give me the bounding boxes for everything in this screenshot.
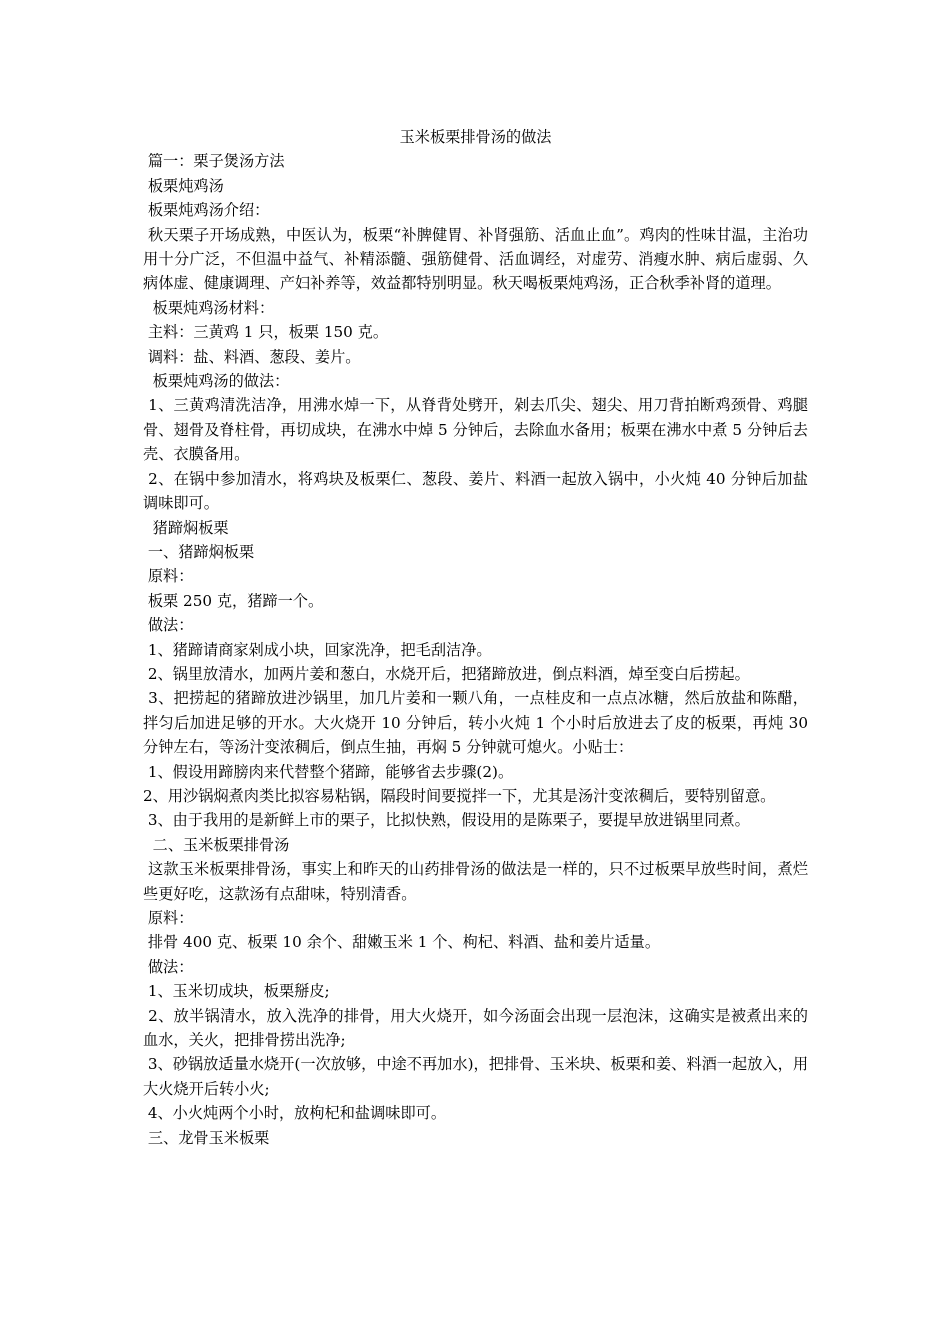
paragraph: 板栗炖鸡汤 [143,176,224,195]
paragraph: 篇一：栗子煲汤方法 [143,152,285,171]
paragraph: 主料：三黄鸡 1 只，板栗 150 克。 [143,323,389,342]
paragraph: 1、三黄鸡清洗洁净，用沸水焯一下，从脊背处劈开，剁去爪尖、翅尖、用刀背拍断鸡颈骨、鸡腿骨、翅骨及脊柱骨，再切成块，在沸水中焯 5 分钟后，去除血水备用；板栗在沸水中煮 5 分钟后去壳、衣膜备用。 [143,396,808,464]
paragraph: 原料： [143,567,194,586]
paragraph: 做法： [143,616,194,635]
paragraph: 2、用沙锅焖煮肉类比拟容易粘锅，隔段时间要搅拌一下，尤其是汤汁变浓稠后，要特别留意。 [143,786,776,805]
paragraph: 1、假设用蹄膀肉来代替整个猪蹄，能够省去步骤(2)。 [143,762,514,781]
paragraph: 4、小火炖两个小时，放枸杞和盐调味即可。 [143,1104,447,1123]
document-page [143,125,813,1150]
paragraph: 2、锅里放清水，加两片姜和葱白，水烧开后，把猪蹄放进，倒点料酒，焯至变白后捞起。 [143,664,750,683]
paragraph: 板栗 250 克，猪蹄一个。 [143,591,324,610]
paragraph: 1、猪蹄请商家剁成小块，回家洗净，把毛刮洁净。 [143,640,492,659]
paragraph: 这款玉米板栗排骨汤，事实上和昨天的山药排骨汤的做法是一样的，只不过板栗早放些时间，煮烂些更好吃，这款汤有点甜味，特别清香。 [143,860,809,903]
paragraph: 板栗炖鸡汤的做法： [143,372,290,391]
paragraph: 3、砂锅放适量水烧开(一次放够，中途不再加水)，把排骨、玉米块、板栗和姜、料酒一起放入，用大火烧开后转小火; [143,1055,809,1098]
paragraph: 二、玉米板栗排骨汤 [143,835,290,854]
paragraph: 排骨 400 克、板栗 10 余个、甜嫩玉米 1 个、枸杞、料酒、盐和姜片适量。 [143,933,661,952]
paragraph: 三、龙骨玉米板栗 [143,1128,270,1147]
document-body [143,149,813,1150]
document-title: 玉米板栗排骨汤的做法 [399,128,552,146]
paragraph: 3、由于我用的是新鲜上市的栗子，比拟快熟，假设用的是陈栗子，要提早放进锅里同煮。 [143,811,750,830]
paragraph: 一、猪蹄焖板栗 [143,542,255,561]
paragraph: 猪蹄焖板栗 [143,518,229,537]
paragraph: 做法： [143,957,194,976]
paragraph: 调料：盐、料酒、葱段、姜片。 [143,347,361,366]
paragraph: 板栗炖鸡汤介绍： [143,201,270,220]
paragraph: 2、放半锅清水，放入洗净的排骨，用大火烧开，如今汤面会出现一层泡沫，这确实是被煮出来的血水，关火，把排骨捞出洗净; [143,1006,808,1050]
paragraph: 2、在锅中参加清水，将鸡块及板栗仁、葱段、姜片、料酒一起放入锅中，小火炖 40 分钟后加盐调味即可。 [143,469,808,513]
paragraph: 板栗炖鸡汤材料： [143,298,275,317]
paragraph: 1、玉米切成块，板栗掰皮; [143,982,330,1001]
paragraph: 3、把捞起的猪蹄放进沙锅里，加几片姜和一颗八角，一点桂皮和一点点冰糖，然后放盐和陈醋，拌匀后加进足够的开水。大火烧开 10 分钟后，转小火炖 1 个小时后放进去了皮的板栗，再炖 30 分钟左右，等汤汁变浓稠后，倒点生抽，再焖 5 分钟就可熄火。小贴士： [143,689,813,757]
paragraph: 原料： [143,909,194,927]
paragraph: 秋天栗子开场成熟，中医认为，板栗“补脾健胃、补肾强筋、活血止血”。鸡肉的性味甘温，主治功用十分广泛，不但温中益气、补精添髓、强筋健骨、活血调经，对虚劳、消瘦水肿、病后虚弱、久病体虚、健康调理、产妇补养等，效益都特别明显。秋天喝板栗炖鸡汤，正合秋季补肾的道理。 [143,225,808,293]
